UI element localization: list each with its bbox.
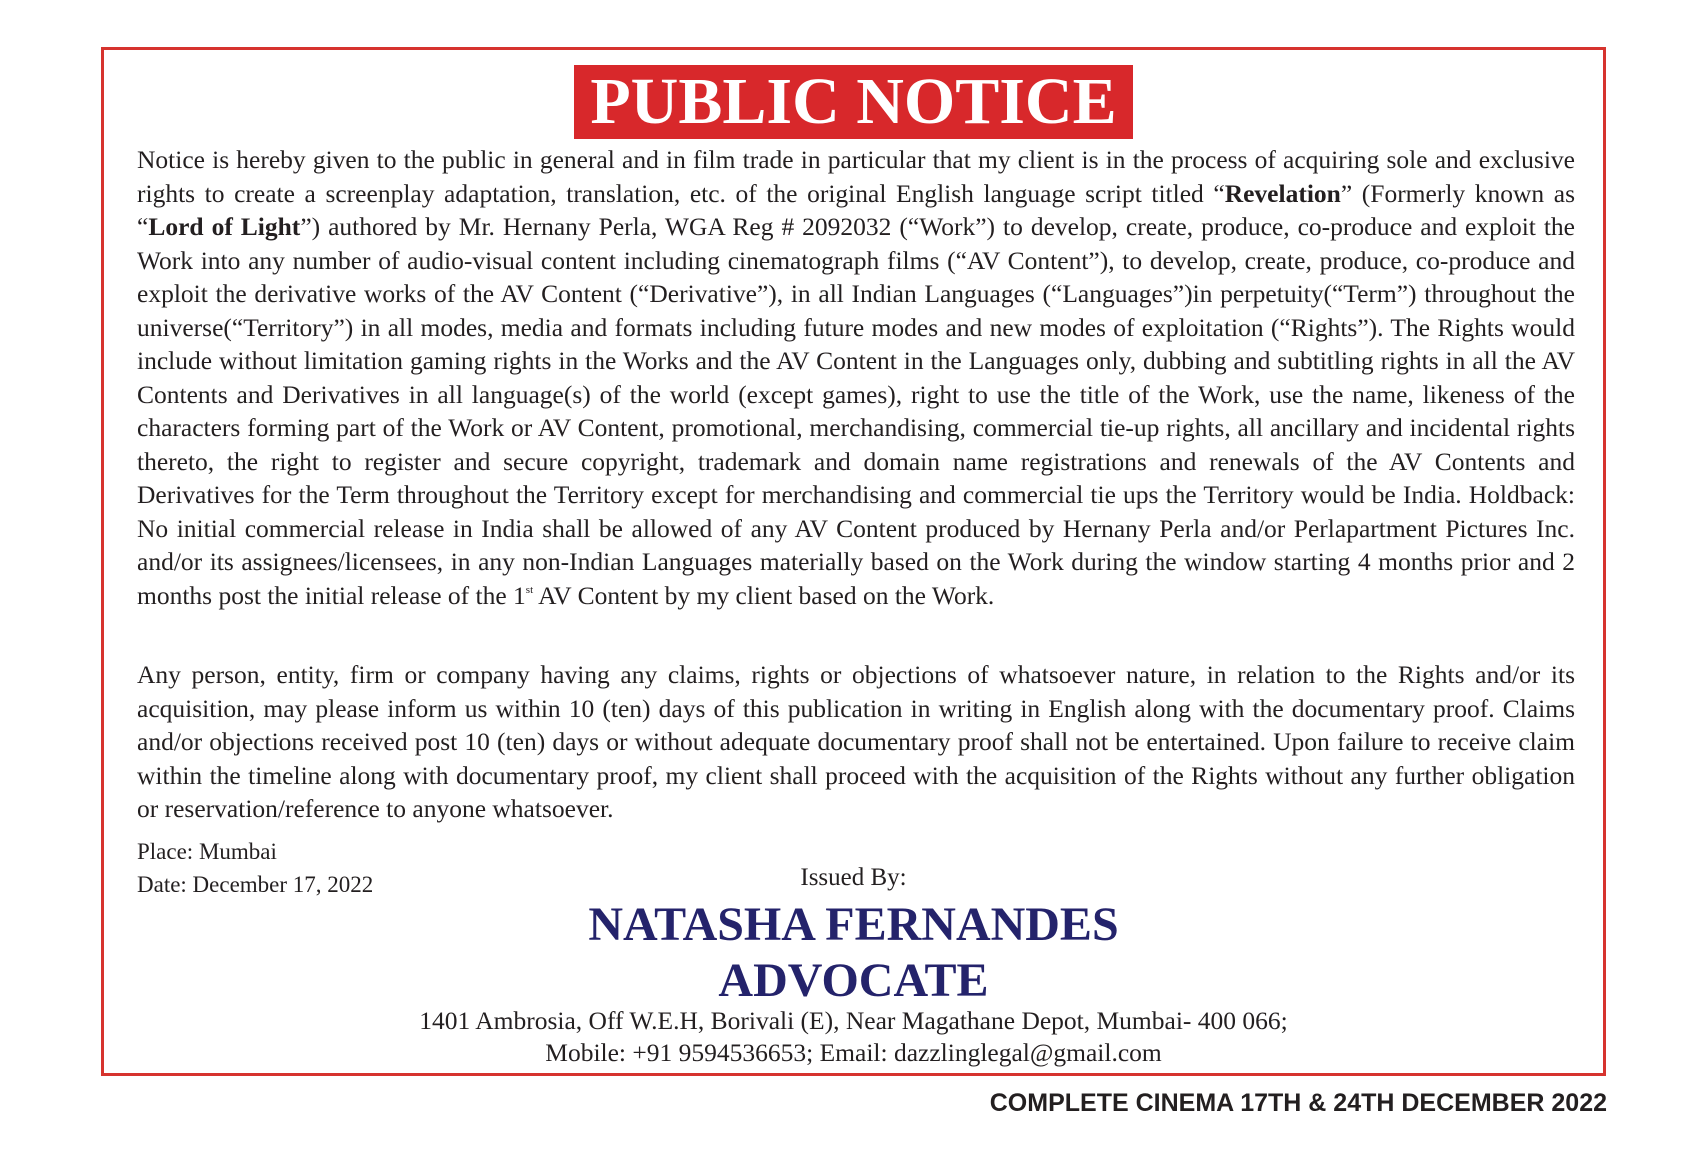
notice-title: PUBLIC NOTICE [574, 65, 1132, 139]
public-notice-box [101, 47, 1606, 1076]
issued-by-label: Issued By: [800, 864, 907, 891]
paragraph-1-text-b: ” (Formerly known as “ [137, 178, 1575, 241]
title-wrapper [104, 65, 1603, 139]
former-title: Lord of Light [148, 212, 301, 241]
ordinal-superscript: st [525, 583, 534, 596]
paragraph-1-text-d: AV Content by my client based on the Work. [533, 580, 995, 610]
issuer-designation: ADVOCATE [718, 954, 989, 1007]
issuer-contact: Mobile: +91 9594536653; Email: dazzlinglegal@gmail.com [545, 1038, 1162, 1067]
notice-paragraph-2: Any person, entity, firm or company having any claims, rights or objections of whatsoever nature, in relation to the Rights and/or its acquisition, may please inform us within 10 (ten) days of this publication in writing in English along with the documentary proof. Claims and/or objections received post 10 (ten) days or without adequate documentary proof shall not be entertained. Upon failure to receive claim within the timeline along with documentary proof, my client shall proceed with the acquisition of the Rights without any further obligation or reservation/reference to anyone whatsoever. [137, 660, 1575, 823]
issuer-address: 1401 Ambrosia, Off W.E.H, Borivali (E), Near Magathane Depot, Mumbai- 400 066; [419, 1006, 1288, 1035]
issuer-name: NATASHA FERNANDES [588, 898, 1119, 951]
script-title: Revelation [1224, 178, 1341, 208]
date-line: Date: December 17, 2022 [137, 872, 374, 897]
publication-footer: COMPLETE CINEMA 17TH & 24TH DECEMBER 2022 [989, 1089, 1607, 1117]
paragraph-1-text-a: Notice is hereby given to the public in general and in film trade in particular that my client is in the process of acquiring sole and exclusive rights to create a screenplay adaptation, translation, etc. of the original English language script titled “ [137, 145, 1575, 208]
paragraph-1-text-c: ”) authored by Mr. Hernany Perla, WGA Reg # 2092032 (“Work”) to develop, create, produce, co-produce and exploit the Work into any number of audio-visual content including cinematograph films (“AV Content”), to develop, create, produce, co-produce and exploit the derivative works of the AV Content (“Derivative”), in all Indian Languages (“Languages”)in perpetuity(“Term”) throughout the universe(“Territory”) in all modes, media and formats including future modes and new modes of exploitation (“Rights”). The Rights would include without limitation gaming rights in the Works and the AV Content in the Languages only, dubbing and subtitling rights in all the AV Contents and Derivatives in all language(s) of the world (except games), right to use the title of the Work, use the name, likeness of the characters forming part of the Work or AV Content, promotional, merchandising, commercial tie-up rights, all ancillary and incidental rights thereto, the right to register and secure copyright, trademark and domain name registrations and renewals of the AV Contents and Derivatives for the Term throughout the Territory except for merchandising and commercial tie ups the Territory would be India. Holdback: No initial commercial release in India shall be allowed of any AV Content produced by Hernany Perla and/or Perlapartment Pictures Inc. and/or its assignees/licensees, in any non-Indian Languages materially based on the Work during the window starting 4 months prior and 2 months post the initial release of the 1 [137, 212, 1575, 610]
notice-paragraph-1 [137, 143, 1575, 612]
place-line: Place: Mumbai [137, 839, 277, 864]
